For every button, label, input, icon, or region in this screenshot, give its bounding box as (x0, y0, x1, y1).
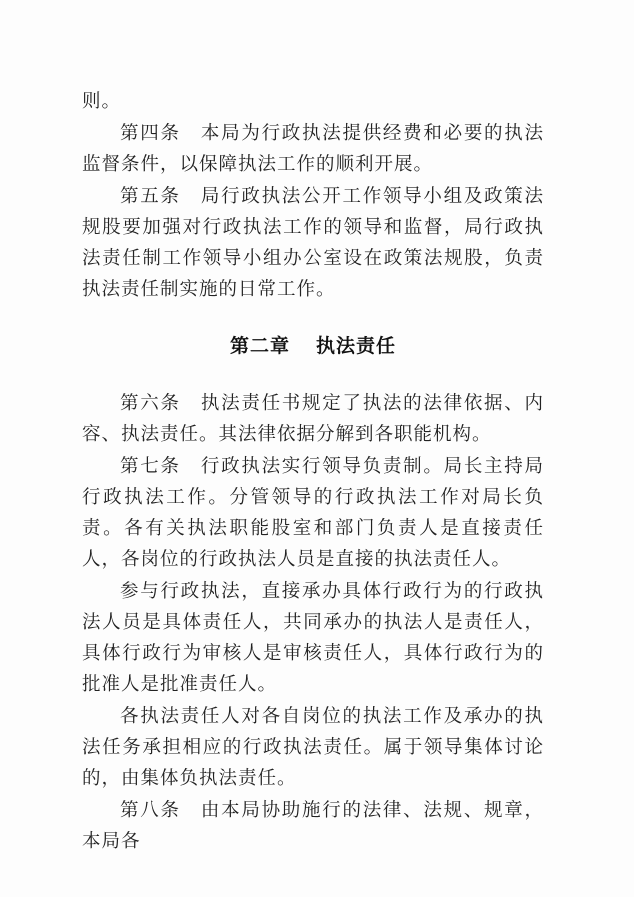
paragraph-article-8: 第八条 由本局协助施行的法律、法规、规章，本局各 (82, 800, 544, 852)
chapter-title: 执法责任 (316, 335, 397, 357)
chapter-number: 第二章 (229, 335, 290, 357)
chapter-heading (82, 331, 544, 362)
paragraph-collective-responsibility: 各执法责任人对各自岗位的执法工作及承办的执法任务承担相应的行政执法责任。属于领导集体讨论的，由集体负执法责任。 (82, 706, 544, 789)
paragraph-article-5: 第五条 局行政执法公开工作领导小组及政策法规股要加强对行政执法工作的领导和监督，局行政执法责任制工作领导小组办公室设在政策法规股，负责执法责任制实施的日常工作。 (82, 186, 544, 300)
paragraph-article-4: 第四条 本局为行政执法提供经费和必要的执法监督条件，以保障执法工作的顺利开展。 (82, 123, 544, 175)
document-body (82, 86, 544, 858)
paragraph-continuation: 则。 (82, 91, 122, 112)
paragraph-article-6: 第六条 执法责任书规定了执法的法律依据、内容、执法责任。其法律依据分解到各职能机构。 (82, 393, 544, 445)
paragraph-article-7: 第七条 行政执法实行领导负责制。局长主持局行政执法工作。分管领导的行政执法工作对局长负责。各有关执法职能股室和部门负责人是直接责任人，各岗位的行政执法人员是直接的执法责任人。 (82, 456, 544, 570)
paragraph-specific-responsibility: 参与行政执法，直接承办具体行政行为的行政执法人员是具体责任人，共同承办的执法人是责任人，具体行政行为审核人是审核责任人，具体行政行为的批准人是批准责任人。 (82, 581, 544, 695)
